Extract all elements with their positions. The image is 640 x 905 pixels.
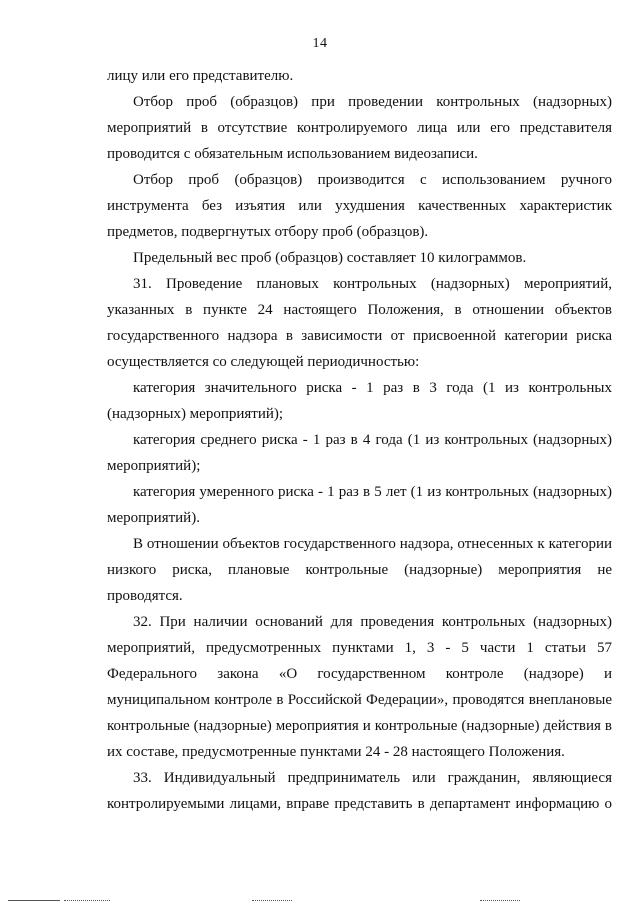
footer-rule [8, 900, 60, 901]
paragraph-sample-weight: Предельный вес проб (образцов) составляет 10 килограммов. [133, 250, 527, 266]
page-number: 14 [312, 36, 328, 51]
paragraph-item-31: 31. Проведение плановых контрольных (надзорных) мероприятий, указанных в пункте 24 настоящего Положения, в отношении объектов государственного надзора в зависимости от присвоенной категории риска осуществляется со следующей периодичностью: [107, 276, 612, 370]
paragraph-risk-moderate: категория умеренного риска - 1 раз в 5 лет (1 из контрольных (надзорных) мероприятий). [107, 484, 612, 526]
paragraph-risk-medium: категория среднего риска - 1 раз в 4 года (1 из контрольных (надзорных) мероприятий); [107, 432, 612, 474]
paragraph-sampling-absence: Отбор проб (образцов) при проведении контрольных (надзорных) мероприятий в отсутствие контролируемого лица или его представителя проводится с обязательным использованием видеозаписи. [107, 94, 612, 162]
paragraph-item-32: 32. При наличии оснований для проведения контрольных (надзорных) мероприятий, предусмотренных пунктами 1, 3 - 5 части 1 статьи 57 Федерального закона «О государственном контроле (надзоре) и муниципальном контроле в Российской Федерации», проводятся внеплановые контрольные (надзорные) мероприятия и контрольные (надзорные) действия в их составе, предусмотренные пунктами 24 - 28 настоящего Положения. [107, 614, 612, 760]
paragraph-continuation: лицу или его представителю. [107, 68, 294, 84]
paragraph-risk-low: В отношении объектов государственного надзора, отнесенных к категории низкого риска, плановые контрольные (надзорные) мероприятия не проводятся. [107, 536, 612, 604]
paragraph-item-33: 33. Индивидуальный предприниматель или гражданин, являющиеся контролируемыми лицами, вправе представить в департамент информацию о [107, 770, 612, 812]
paragraph-risk-significant: категория значительного риска - 1 раз в 3 года (1 из контрольных (надзорных) мероприятий); [107, 380, 612, 422]
footer-rule [252, 900, 292, 901]
document-body [107, 63, 612, 817]
footer-rule [480, 900, 520, 901]
footer-rule [64, 900, 110, 901]
paragraph-sampling-tools: Отбор проб (образцов) производится с использованием ручного инструмента без изъятия или ухудшения качественных характеристик предметов, подвергнутых отбору проб (образцов). [107, 172, 612, 240]
